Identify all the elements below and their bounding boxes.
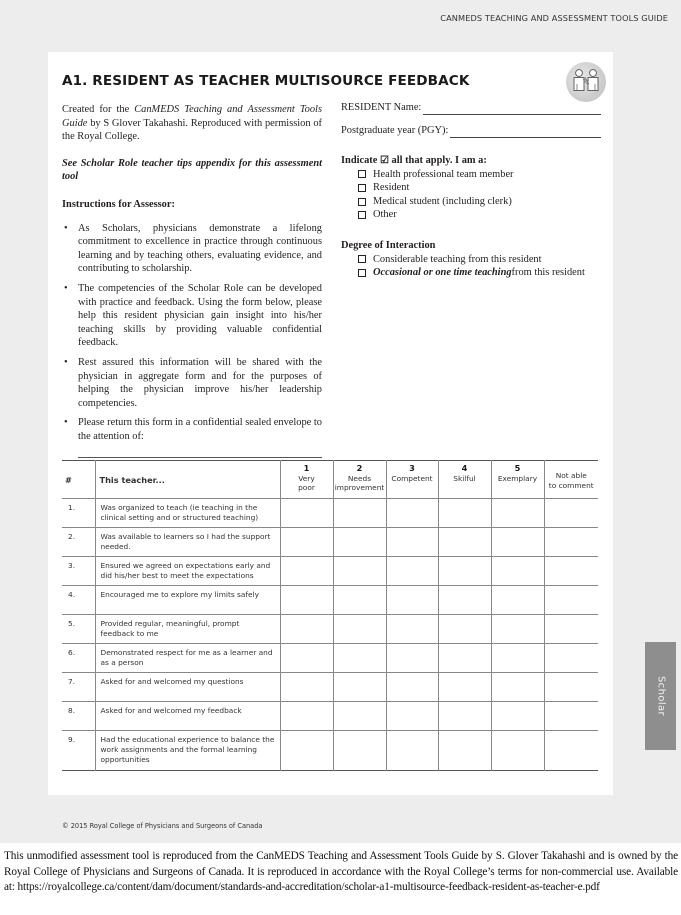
not-able-label: Not able [555,471,587,481]
side-tab-label: Scholar [655,675,666,717]
option-occasional-teaching[interactable] [358,266,601,280]
row-statement: Provided regular, meaningful, prompt feedback to me [95,615,280,644]
two-people-exchange-icon [566,62,606,102]
rating-cell-1[interactable] [280,557,333,586]
assessor-type-options [341,168,601,222]
table-row [62,731,598,771]
scale-label: Needs [347,473,372,483]
row-number: 3. [62,557,95,586]
rating-table [62,460,598,771]
rating-cell-1[interactable] [280,528,333,557]
rating-cell-3[interactable] [386,499,438,528]
rating-cell-5[interactable] [491,586,544,615]
row-statement: Was available to learners so I had the support needed. [95,528,280,557]
rating-cell-3[interactable] [386,673,438,702]
table-row [62,528,598,557]
instruction-item: • Please return this form in a confidential sealed envelope to the attention of: [62,416,322,443]
scale-label: poor [298,483,315,493]
rating-cell-5[interactable] [491,702,544,731]
instruction-item: • As Scholars, physicians demonstrate a lifelong commitment to excellence in practice through continuous learning and by teaching others, evaluating evidence, and contributing to scholarship. [62,222,322,276]
scale-label: Exemplary [497,473,538,483]
rating-cell-1[interactable] [280,731,333,771]
pgy-label: Postgraduate year (PGY): [341,125,449,137]
row-number: 7. [62,673,95,702]
rating-cell-not-able[interactable] [544,673,598,702]
option-label: Medical student (including clerk) [373,195,512,207]
rating-cell-3[interactable] [386,528,438,557]
option-label: Other [373,209,397,221]
option-label: Health professional team member [373,168,514,180]
scale-number: 4 [461,463,468,473]
degree-options [341,253,601,280]
pgy-row [341,124,601,138]
rating-cell-3[interactable] [386,615,438,644]
row-number: 1. [62,499,95,528]
rating-cell-4[interactable] [438,731,491,771]
row-statement: Asked for and welcomed my questions [95,673,280,702]
rating-cell-5[interactable] [491,615,544,644]
resident-name-label: RESIDENT Name: [341,102,422,114]
scale-label: improvement [334,483,385,493]
scale-number: 3 [409,463,415,473]
rating-cell-3[interactable] [386,586,438,615]
table-row [62,615,598,644]
instructions-list [62,222,322,444]
degree-of-interaction-title: Degree of Interaction [341,239,436,251]
row-statement: Had the educational experience to balance the work assignments and the formal learning opportunities [95,731,280,771]
rating-cell-2[interactable] [333,528,386,557]
instructions-title: Instructions for Assessor: [62,198,175,210]
attention-of-field[interactable] [78,457,322,458]
indicate-suffix: all that apply. I am a: [388,155,487,166]
table-row [62,702,598,731]
copyright-notice: © 2015 Royal College of Physicians and Surgeons of Canada [62,822,263,830]
rating-cell-4[interactable] [438,702,491,731]
checkbox-icon[interactable] [358,184,366,192]
row-number: 4. [62,586,95,615]
rating-cell-not-able[interactable] [544,615,598,644]
indicate-prefix: Indicate [341,155,380,166]
form-title: A1. RESIDENT AS TEACHER MULTISOURCE FEEDBACK [62,73,470,89]
checkbox-icon[interactable] [358,170,366,178]
row-number: 8. [62,702,95,731]
resident-name-field[interactable] [423,104,601,115]
rating-cell-3[interactable] [386,702,438,731]
rating-cell-2[interactable] [333,586,386,615]
rating-cell-not-able[interactable] [544,528,598,557]
instructions-column [62,103,322,458]
checkbox-icon[interactable] [358,198,366,206]
reproduction-note: This unmodified assessment tool is reproduced from the CanMEDS Teaching and Assessment Tools Guide by S. Glover Takahashi and is owned by the Royal College of Physicians and Surgeons of Canada. It is reproduced in accordance with the Royal College’s terms for non-commercial use. Available at: https://royalcollege.ca/content/dam/document/standards-and-accreditation/scholar-a1-multisource-feedback-resident-as-teacher-e.pdf [4,850,678,894]
option-label: Considerable teaching from this resident [373,253,542,265]
option-other[interactable] [358,208,601,222]
table-row [62,673,598,702]
row-number: 5. [62,615,95,644]
instruction-item: • The competencies of the Scholar Role can be developed with practice and feedback. Using the form below, please help this resident physician gain insight into his/her teaching skills by providing valuable confidential feedback. [62,282,322,350]
scale-number: 5 [514,463,521,473]
scale-number: 1 [303,463,310,473]
rating-cell-4[interactable] [438,528,491,557]
rating-cell-2[interactable] [333,557,386,586]
credit-guide-name: CanMEDS Teaching and Assessment Tools Guide [62,104,322,129]
rating-cell-not-able[interactable] [544,499,598,528]
option-label: Resident [373,182,410,194]
rating-cell-not-able[interactable] [544,731,598,771]
guide-running-header: CANMEDS TEACHING AND ASSESSMENT TOOLS GUIDE [440,13,668,23]
assessor-info-column [341,101,601,280]
table-header-row [62,461,598,499]
checkbox-icon[interactable] [358,211,366,219]
row-statement: Was organized to teach (ie teaching in the clinical setting and or structured teaching) [95,499,280,528]
option-label: from this resident [511,267,585,279]
rating-cell-1[interactable] [280,673,333,702]
col-header-number: # [62,461,95,499]
rating-cell-5[interactable] [491,644,544,673]
col-header-scale-4 [438,461,491,499]
not-able-label: to comment [548,481,594,490]
rating-cell-1[interactable] [280,499,333,528]
checked-box-icon: ☑ [379,155,389,166]
rating-cell-2[interactable] [333,731,386,771]
table-row [62,586,598,615]
table-row [62,499,598,528]
col-header-scale-5 [491,461,544,499]
scale-number: 2 [356,463,363,473]
option-resident[interactable] [358,181,601,195]
rating-cell-5[interactable] [491,731,544,771]
rating-cell-2[interactable] [333,673,386,702]
rating-cell-4[interactable] [438,644,491,673]
row-statement: Encouraged me to explore my limits safely [95,586,280,615]
table-row [62,557,598,586]
rating-cell-not-able[interactable] [544,586,598,615]
rating-cell-4[interactable] [438,673,491,702]
rating-cell-2[interactable] [333,615,386,644]
rating-cell-5[interactable] [491,528,544,557]
checkbox-icon[interactable] [358,269,366,277]
teacher-tips-note: See Scholar Role teacher tips appendix for this assessment tool [62,157,322,183]
form-card [48,52,613,795]
row-statement: Asked for and welcomed my feedback [95,702,280,731]
rating-cell-3[interactable] [386,557,438,586]
rating-cell-3[interactable] [386,731,438,771]
col-header-scale-1 [280,461,333,499]
rating-cell-5[interactable] [491,557,544,586]
pgy-field[interactable] [450,127,601,138]
col-header-scale-2 [333,461,386,499]
rating-cell-not-able[interactable] [544,644,598,673]
scale-label: Very [298,473,315,483]
rating-cell-4[interactable] [438,586,491,615]
rating-cell-not-able[interactable] [544,702,598,731]
rating-cell-2[interactable] [333,499,386,528]
rating-cell-4[interactable] [438,499,491,528]
rating-cell-3[interactable] [386,644,438,673]
credit-text [62,103,322,144]
table-row [62,644,598,673]
row-number: 6. [62,644,95,673]
credit-suffix: by S Glover Takahashi. Reproduced with permission of the Royal College. [62,117,322,143]
rating-cell-1[interactable] [280,644,333,673]
col-header-statement: This teacher... [95,461,280,499]
col-header-scale-3 [386,461,438,499]
scale-label: Competent [391,473,433,483]
option-health-professional[interactable] [358,168,601,182]
rating-cell-1[interactable] [280,702,333,731]
row-statement: Demonstrated respect for me as a learner and as a person [95,644,280,673]
credit-prefix: Created for the [62,104,135,115]
rating-cell-2[interactable] [333,702,386,731]
option-emphasis: Occasional or one time teaching [373,267,512,279]
rating-cell-not-able[interactable] [544,557,598,586]
row-statement: Ensured we agreed on expectations early and did his/her best to meet the expectations [95,557,280,586]
row-number: 2. [62,528,95,557]
rating-cell-5[interactable] [491,499,544,528]
option-medical-student[interactable] [358,195,601,209]
rating-cell-4[interactable] [438,615,491,644]
rating-cell-1[interactable] [280,586,333,615]
rating-cell-4[interactable] [438,557,491,586]
rating-cell-2[interactable] [333,644,386,673]
scholar-section-tab [645,642,676,750]
option-considerable-teaching[interactable] [358,253,601,267]
row-number: 9. [62,731,95,771]
instruction-item: • Rest assured this information will be shared with the physician in aggregate form and for the purposes of helping the physician improve his/her leadership competencies. [62,356,322,410]
indicate-title [341,154,601,168]
col-header-not-able [544,461,598,499]
resident-name-row [341,101,601,115]
checkbox-icon[interactable] [358,255,366,263]
rating-cell-1[interactable] [280,615,333,644]
scale-label: Skilful [453,473,476,483]
rating-cell-5[interactable] [491,673,544,702]
